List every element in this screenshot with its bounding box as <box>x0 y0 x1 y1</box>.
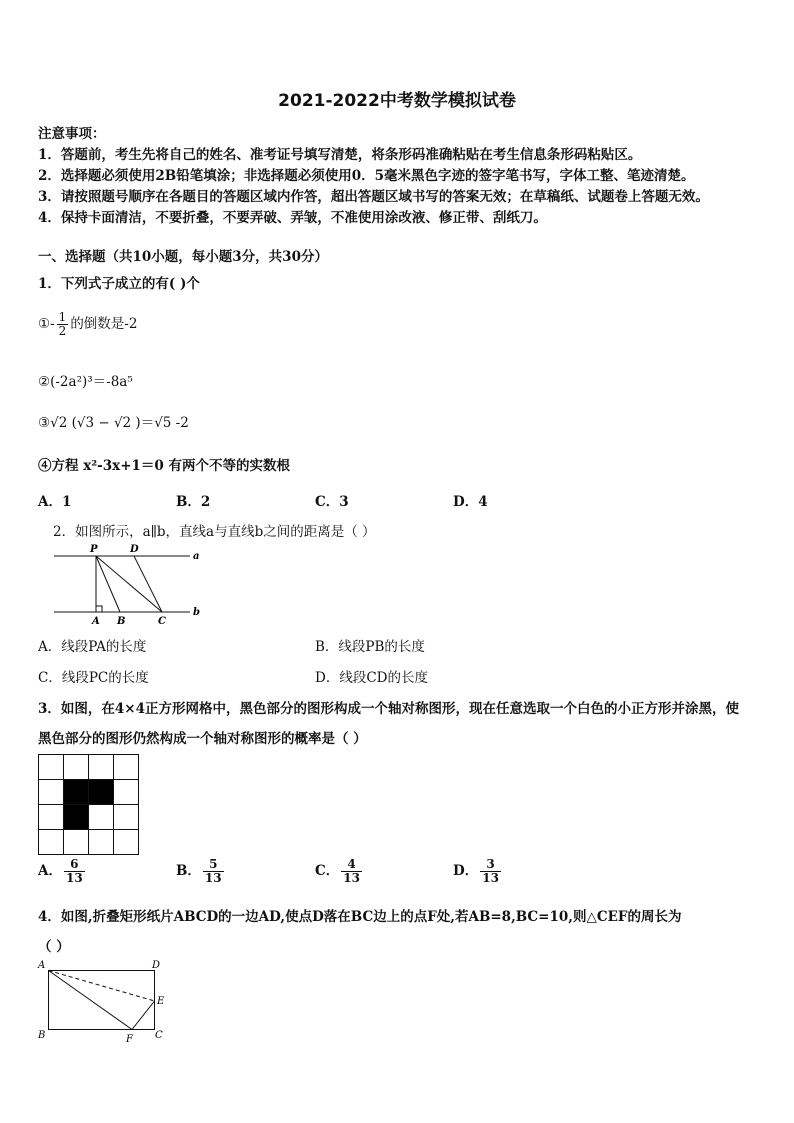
q1-s1-prefix: ①- <box>38 316 55 332</box>
section-heading: 一、选择题（共10小题，每小题3分，共30分） <box>38 249 328 265</box>
q3-option-d: D． $\frac{3}{13}$ <box>453 857 499 885</box>
q1-statement-2: ②(-2a²)³＝-8a⁵ <box>38 374 133 390</box>
q2-figure <box>50 540 210 630</box>
q1-statement-1 <box>38 311 137 338</box>
q4-answer-blank: （ ） <box>38 939 70 955</box>
q1-s3-prefix: ③ <box>38 415 51 431</box>
q1-s3-expression: √2 (√3 − √2 )＝√5 -2 <box>50 415 189 431</box>
q2-option-d: D．线段CD的长度 <box>315 670 428 686</box>
page-title: 2021-2022中考数学模拟试卷 <box>278 91 516 111</box>
q2-label-p: P <box>90 544 98 555</box>
q4-label-e: E <box>157 996 165 1007</box>
q2-option-b: B．线段PB的长度 <box>315 639 425 655</box>
q2-label-b-line: b <box>193 607 200 618</box>
q4-stem: 4．如图,折叠矩形纸片ABCD的一边AD,使点D落在BC边上的点F处,若AB=8,BC=10,则△CEF的周长为 <box>38 909 682 925</box>
q2-label-b: B <box>117 616 126 627</box>
q3-option-c: C． $\frac{4}{13}$ <box>315 857 360 885</box>
q2-option-c: C．线段PC的长度 <box>38 670 149 686</box>
q3-option-a: A． $\frac{6}{13}$ <box>38 857 83 885</box>
notice-item-3: 3．请按照题号顺序在各题目的答题区域内作答，超出答题区域书写的答案无效；在草稿纸、试题卷上答题无效。 <box>38 189 709 205</box>
q4-label-d: D <box>152 960 161 971</box>
q1-stem: 1．下列式子成立的有( )个 <box>38 276 200 292</box>
q1-statement-3 <box>38 411 189 431</box>
q2-label-a: A <box>92 616 100 627</box>
q1-statement-4: ④方程 x²-3x+1＝0 有两个不等的实数根 <box>38 458 291 474</box>
notice-item-4: 4．保持卡面清洁，不要折叠，不要弄破、弄皱，不准使用涂改液、修正带、刮纸刀。 <box>38 210 547 226</box>
q4-label-f: F <box>126 1034 133 1045</box>
q1-option-c: C．3 <box>315 494 349 510</box>
q2-option-a: A．线段PA的长度 <box>38 639 147 655</box>
q2-label-d: D <box>130 544 139 555</box>
q3-stem-line-2: 黑色部分的图形仍然构成一个轴对称图形的概率是（ ） <box>38 731 367 747</box>
q3-stem-line-1: 3．如图，在4×4正方形网格中，黑色部分的图形构成一个轴对称图形，现在任意选取一个白色的小正方形并涂黑，使 <box>38 701 739 717</box>
q4-figure <box>34 956 174 1048</box>
q4-label-a: A <box>38 960 46 971</box>
notice-heading: 注意事项： <box>38 126 106 142</box>
q4-label-c: C <box>155 1030 163 1041</box>
q1-option-a: A．1 <box>38 494 72 510</box>
q3-option-b: B． $\frac{5}{13}$ <box>176 857 222 885</box>
notice-item-2: 2．选择题必须使用2B铅笔填涂；非选择题必须使用0．5毫米黑色字迹的签字笔书写，字体工整、笔迹清楚。 <box>38 168 695 184</box>
q1-s1-fraction: $\frac{1}{2}$ <box>58 310 67 338</box>
q1-option-d: D．4 <box>453 494 488 510</box>
q1-option-b: B．2 <box>176 494 211 510</box>
notice-item-1: 1．答题前，考生先将自己的姓名、准考证号填写清楚，将条形码准确粘贴在考生信息条形码粘贴区。 <box>38 147 642 163</box>
q2-stem: 2．如图所示，a∥b，直线a与直线b之间的距离是（ ） <box>53 524 376 540</box>
q3-grid-figure <box>38 754 140 856</box>
q2-label-c: C <box>158 616 166 627</box>
q1-s1-suffix: 的倒数是-2 <box>70 316 138 332</box>
q2-label-a-line: a <box>193 551 200 562</box>
q4-label-b: B <box>38 1030 46 1041</box>
